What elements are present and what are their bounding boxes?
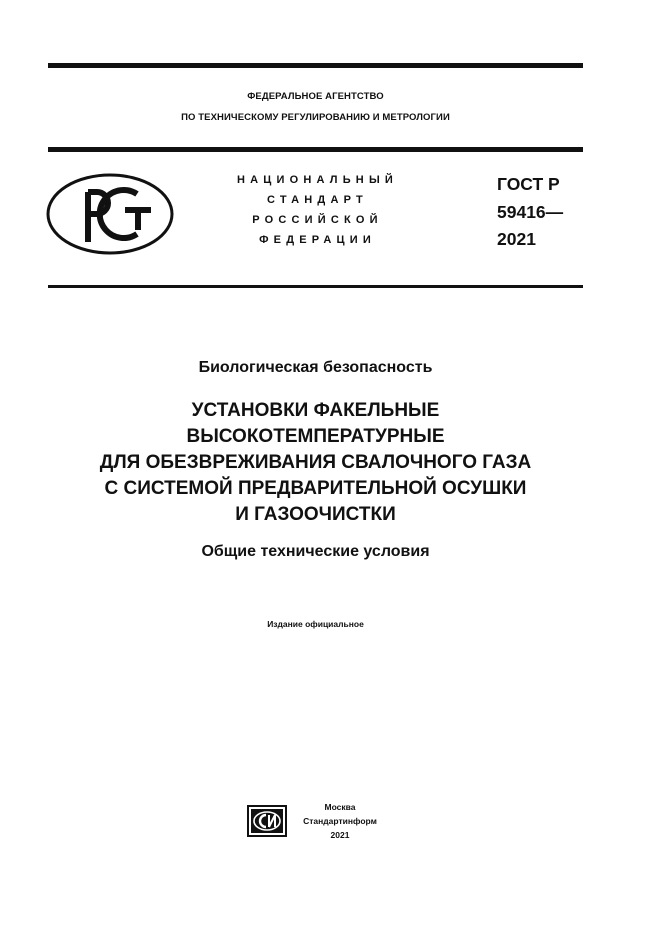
designation-line-2: 59416— xyxy=(497,202,564,222)
gost-r-logo-icon xyxy=(45,172,175,256)
title-line-2: ВЫСОКОТЕМПЕРАТУРНЫЕ xyxy=(186,426,445,447)
document-conditions: Общие технические условия xyxy=(201,543,430,560)
agency-line-2: ПО ТЕХНИЧЕСКОМУ РЕГУЛИРОВАНИЮ И МЕТРОЛОГИИ xyxy=(181,112,450,123)
title-line-1: УСТАНОВКИ ФАКЕЛЬНЫЕ xyxy=(191,400,440,421)
document-title xyxy=(48,398,583,528)
publisher-name: Стандартинформ xyxy=(303,816,377,826)
agency-line-1: ФЕДЕРАЛЬНОЕ АГЕНТСТВО xyxy=(247,91,384,102)
standard-type-line-1: НАЦИОНАЛЬНЫЙ xyxy=(236,174,399,186)
designation-line-1: ГОСТ Р xyxy=(497,174,560,194)
publisher-city: Москва xyxy=(324,802,356,812)
standard-type-line-4: ФЕДЕРАЦИИ xyxy=(259,234,376,246)
document-subject: Биологическая безопасность xyxy=(198,359,433,376)
top-rule xyxy=(48,63,583,68)
publisher-year: 2021 xyxy=(330,830,350,840)
edition-label: Издание официальное xyxy=(267,619,364,629)
bottom-rule xyxy=(48,285,583,288)
middle-rule xyxy=(48,147,583,152)
standard-type-line-2: СТАНДАРТ xyxy=(267,194,368,206)
standartinform-logo-icon xyxy=(247,805,287,837)
title-line-4: С СИСТЕМОЙ ПРЕДВАРИТЕЛЬНОЙ ОСУШКИ xyxy=(104,478,527,499)
designation-line-3: 2021 xyxy=(497,229,536,249)
title-line-5: И ГАЗООЧИСТКИ xyxy=(235,504,396,525)
standard-type-line-3: РОССИЙСКОЙ xyxy=(252,214,383,226)
title-line-3: ДЛЯ ОБЕЗВРЕЖИВАНИЯ СВАЛОЧНОГО ГАЗА xyxy=(99,452,532,473)
